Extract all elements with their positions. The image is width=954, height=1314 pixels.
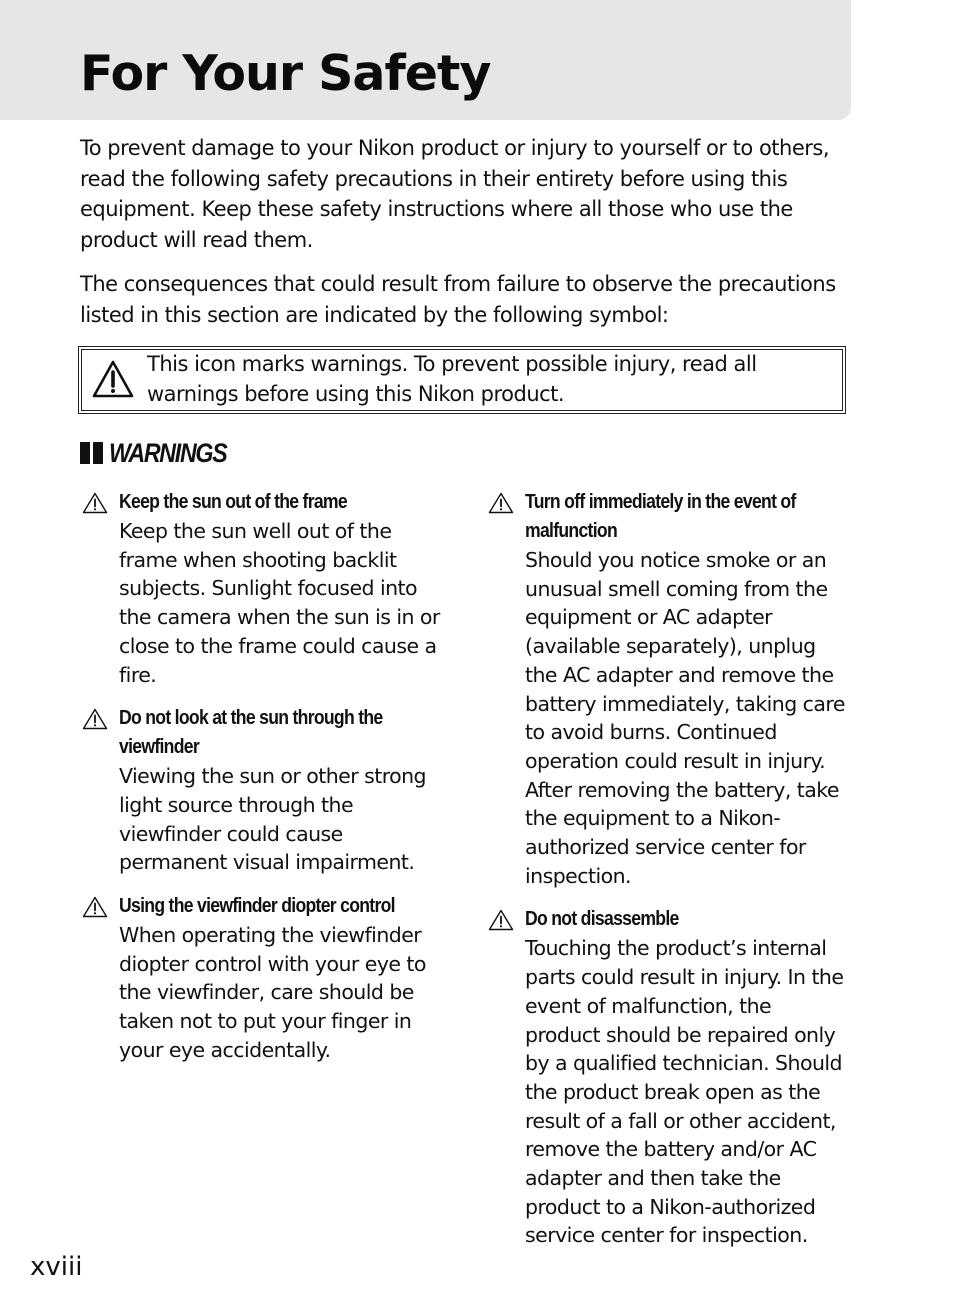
warning-title: Using the viewfinder diopter control: [119, 895, 395, 918]
double-square-marker-icon: [80, 442, 103, 464]
symbol-explanation-text: This icon marks warnings. To prevent possible injury, read all warnings before using this Nikon product.: [147, 352, 757, 406]
page-number: xviii: [30, 1252, 83, 1282]
warning-item: [486, 488, 852, 890]
warning-body: Should you notice smoke or an unusual smell coming from the equipment or AC adapter (available separately), unplug the AC adapter and remove the battery immediately, taking care to avoid burns. Continued operation could result in injury. After removing the battery, take the equipment to a Nikon-authorized service center for inspection.: [525, 548, 845, 888]
warning-triangle-icon: [92, 360, 134, 398]
intro-paragraph: To prevent damage to your Nikon product or injury to yourself or to others, read the following safety precautions in their entirety before using this equipment. Keep these safety instructions where all those who use the product will read them.: [80, 136, 830, 252]
warning-item: [80, 892, 448, 1065]
warning-body: Keep the sun well out of the frame when shooting backlit subjects. Sunlight focused into the camera when the sun is in or close to the frame could cause a fire.: [119, 519, 440, 687]
warnings-column-left: [80, 488, 448, 1080]
symbol-explanation-box: [78, 346, 846, 414]
warning-title: Turn off immediately in the event of malfunction: [525, 491, 796, 542]
warning-body: Viewing the sun or other strong light source through the viewfinder could cause permanent visual impairment.: [119, 764, 427, 875]
warning-body: Touching the product’s internal parts could result in injury. In the event of malfunction, the product should be repaired only by a qualified technician. Should the product break open as the result of a fall or other accident, remove the battery and/or AC adapter and then take the product to a Nikon-authorized service center for inspection.: [525, 936, 844, 1248]
warnings-heading-label: WARNINGS: [109, 437, 227, 468]
warning-item: [80, 488, 448, 689]
warning-title: Keep the sun out of the frame: [119, 491, 347, 513]
warning-body: When operating the viewfinder diopter control with your eye to the viewfinder, care should be taken not to put your finger in your eye accidentally.: [119, 923, 426, 1062]
warning-item: [486, 905, 852, 1250]
warnings-heading: [80, 436, 246, 470]
warning-triangle-icon: [82, 708, 108, 730]
consequences-paragraph: The consequences that could result from failure to observe the precautions listed in this section are indicated by the following symbol:: [80, 272, 836, 327]
warning-triangle-icon: [82, 492, 108, 514]
warning-triangle-icon: [488, 492, 514, 514]
page-title: For Your Safety: [80, 45, 491, 102]
warning-title: Do not look at the sun through the viewfinder: [119, 707, 383, 759]
warning-item: [80, 704, 448, 877]
warning-triangle-icon: [82, 896, 108, 918]
warning-title: Do not disassemble: [525, 908, 679, 931]
warning-triangle-icon: [488, 909, 514, 931]
warnings-column-right: [486, 488, 852, 1265]
